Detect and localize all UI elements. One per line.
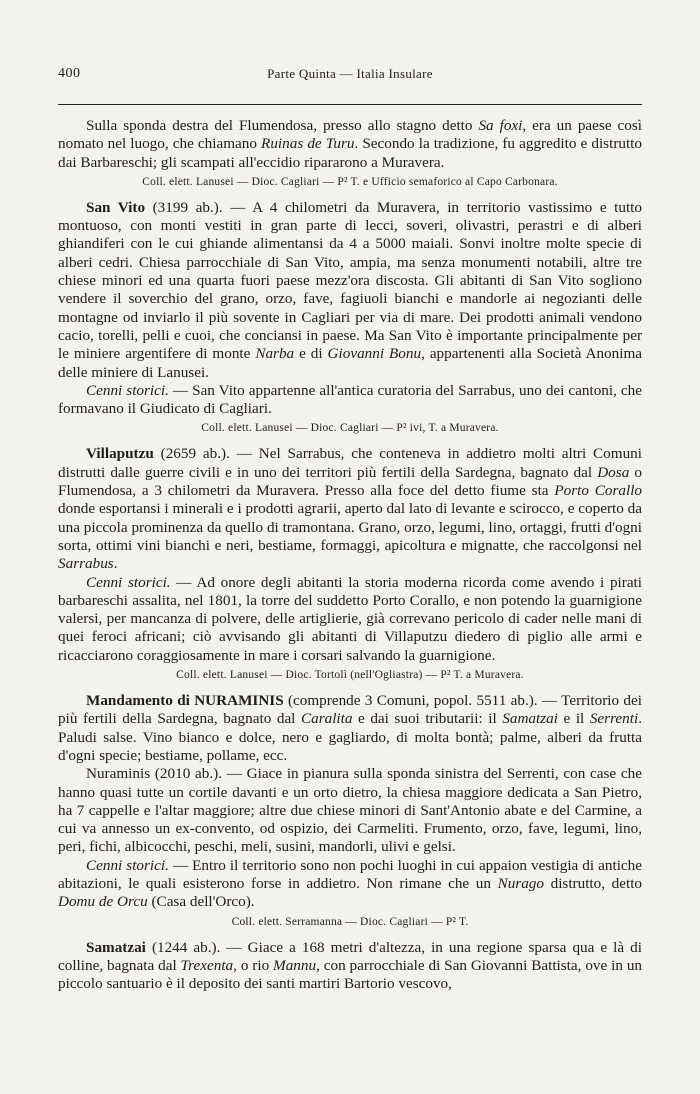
entry-name: Mandamento di NURAMINIS xyxy=(86,692,284,710)
entry-samatzai: Samatzai (1244 ab.). — Giace a 168 metri d'altezza, in una regione sparsa qua e là di colline, bagnata dal Trexenta, o rio Mannu, con parrocchiale di San Giovanni Battista, ove in un piccolo santuario è il deposito dei santi martiri Bartorio vescovo, xyxy=(58,938,643,993)
paragraph-ruinas-de-turu: Sulla sponda destra del Flumendosa, presso allo stagno detto Sa foxi, era un paese così nomato nel luogo, che chiamano Ruinas de Turu. Secondo la tradizione, fu aggredito e distrutto dai Barbareschi; gli scampati all'eccidio ripararono a Muravera. xyxy=(58,117,642,171)
entry-name: Villaputzu xyxy=(86,445,154,463)
historical-notes-san-vito: Cenni storici. — San Vito appartenne all'antica curatoria del Sarrabus, uno dei cantoni, che formavano il Giudicato di Cagliari. xyxy=(58,381,642,418)
running-title: Parte Quinta — Italia Insulare xyxy=(267,66,433,81)
collegio-note: Coll. elett. Lanusei — Dioc. Cagliari — P² T. e Ufficio semaforico al Capo Carbonara. xyxy=(142,175,558,188)
entry-name: Samatzai xyxy=(86,938,146,956)
historical-notes-villaputzu: Cenni storici. — Ad onore degli abitanti la storia moderna ricorda come avendo i pirati barbareschi assalita, nel 1801, la torre del suddetto Porto Corallo, e non potendo la guarnigione valersi, per mancanza di polvere, delle artiglierie, già correvano pericolo di cader nelle mani di quei feroci africani; ciò avvisando gli abitanti di Villaputzu diedero di piglio alle armi e ricacciarono coraggiosamente in mare i corsari salvando la guarnigione. xyxy=(58,573,642,664)
entry-san-vito: San Vito (3199 ab.). — A 4 chilometri da Muravera, in territorio vastissimo e tutto montuoso, con monti vestiti in gran parte di lecci, soveri, olivastri, perastri e di alberi ghiandiferi con le cui ghiande alimentansi da 4 a 5000 maiali. Sonvi inoltre molte specie di alberi cedri. Chiesa parrocchiale di San Vito, ampia, ma senza monumenti notabili, altre tre chiese minori ed una quarta fuori paese mezz'ora discosta. Gli abitanti di San Vito sogliono vendere il soverchio del grano, orzo, fave, fagiuoli bianchi e mandorle ai negozianti delle montagne od inviarlo il più sovente in Cagliari per via di mare. Dei prodotti animali vendono cacio, torelli, pelli e cuoi, che conciansi in paese. Ma San Vito è importante principalmente per le miniere argentifere di monte Narba e di Giovanni Bonu, appartenenti alla Società Anonima delle miniere di Lanusei. xyxy=(58,198,643,381)
collegio-note: Coll. elett. Lanusei — Dioc. Cagliari — P² ivi, T. a Muravera. xyxy=(201,422,499,435)
entry-name: Nuraminis xyxy=(86,765,151,783)
page-number: 400 xyxy=(58,66,81,81)
entry-nuraminis: Nuraminis (2010 ab.). — Giace in pianura sulla sponda sinistra del Serrenti, con case che hanno quasi tutte un cortile davanti e un orto dietro, la chiesa maggiore dedicata a San Pietro, ha 7 cappelle e l'altar maggiore; altre due chiese minori di Sant'Antonio abate e del Carmine, a cui va annesso un ex-convento, od ospizio, dei Carmeliti. Frumento, orzo, fave, legumi, lino, peri, fichi, albicocchi, peschi, meli, susini, mandorli, ulivi e gelsi. xyxy=(58,765,642,856)
historical-notes-nuraminis: Cenni storici. — Entro il territorio sono non pochi luoghi in cui appaion vestigia di antiche abitazioni, le quali esisterono forse in addietro. Non rimane che un Nurago distrutto, detto Domu de Orcu (Casa dell'Orco). xyxy=(58,856,643,911)
page-body xyxy=(58,117,642,993)
collegio-note: Coll. elett. Serramanna — Dioc. Cagliari — P² T. xyxy=(231,915,469,928)
entry-name: San Vito xyxy=(86,198,146,216)
collegio-note: Coll. elett. Lanusei — Dioc. Tortolì (nell'Ogliastra) — P² T. a Muravera. xyxy=(176,669,524,682)
entry-villaputzu: Villaputzu (2659 ab.). — Nel Sarrabus, che conteneva in addietro molti altri Comuni distrutti dalle guerre civili e in uno dei territori più fertili della Sardegna, bagnato dal Dosa o Flumendosa, a 3 chilometri da Muravera. Presso alla foce del detto fiume sta Porto Corallo donde esportansi i minerali e i prodotti agrarii, aperto dal lato di levante e scirocco, e coperto da una piccola prominenza da quello di tramontana. Grano, orzo, legumi, lino, ortaggi, frutti d'ogni sorta, ottimi vini bianchi e neri, bestiame, formaggi, apicoltura e mignatte, che raccolgonsi nel Sarrabus. xyxy=(58,445,643,573)
page-header xyxy=(58,0,642,105)
entry-mandamento-nuraminis: Mandamento di NURAMINIS (comprende 3 Comuni, popol. 5511 ab.). — Territorio dei più fertili della Sardegna, bagnato dal Caralita e dai suoi tributarii: il Samatzai e il Serrenti. Paludi salse. Vino bianco e dolce, nero e gagliardo, di molta bontà; palme, alberi da frutta d'ogni specie; bestiame, pollame, ecc. xyxy=(58,692,642,764)
